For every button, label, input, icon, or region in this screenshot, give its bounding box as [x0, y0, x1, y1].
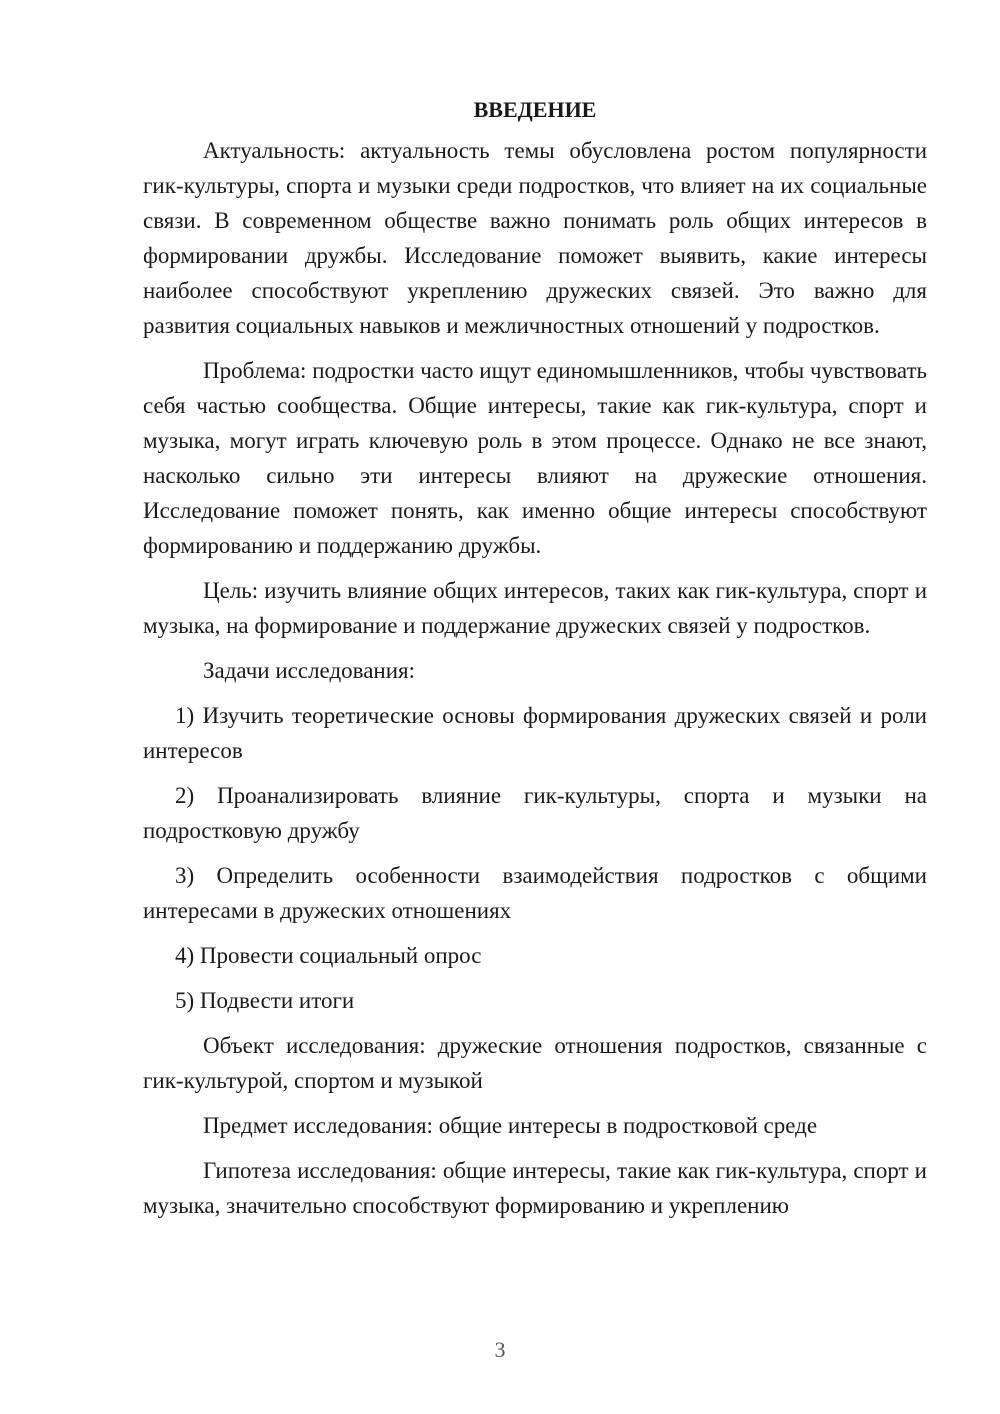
task-item: 1) Изучить теоретические основы формирования дружеских связей и роли интересов [143, 703, 927, 763]
subject-paragraph: Предмет исследования: общие интересы в подростковой среде [203, 1113, 818, 1138]
problem-paragraph: Проблема: подростки часто ищут единомышленников, чтобы чувствовать себя частью сообщества. Общие интересы, такие как гик-культура, спорт и музыка, могут играть ключевую роль в этом процессе. Однако не все знают, насколько сильно эти интересы влияют на дружеские отношения. Исследование поможет понять, как именно общие интересы способствуют формированию и поддержанию дружбы. [143, 358, 927, 558]
relevance-paragraph: Актуальность: актуальность темы обусловлена ростом популярности гик-культуры, спорта и музыки среди подростков, что влияет на их социальные связи. В современном обществе важно понимать роль общих интересов в формировании дружбы. Исследование поможет выявить, какие интересы наиболее способствуют укреплению дружеских связей. Это важно для развития социальных навыков и межличностных отношений у подростков. [143, 138, 927, 338]
object-paragraph: Объект исследования: дружеские отношения подростков, связанные с гик-культурой, спортом и музыкой [143, 1033, 927, 1093]
page-number: 3 [494, 1337, 506, 1362]
hypothesis-paragraph: Гипотеза исследования: общие интересы, такие как гик-культура, спорт и музыка, значительно способствуют формированию и укреплению [143, 1158, 927, 1218]
task-item: 4) Провести социальный опрос [175, 943, 482, 968]
goal-paragraph: Цель: изучить влияние общих интересов, таких как гик-культура, спорт и музыка, на формирование и поддержание дружеских связей у подростков. [143, 578, 927, 638]
task-item: 5) Подвести итоги [175, 988, 355, 1013]
section-title: ВВЕДЕНИЕ [473, 97, 597, 122]
task-item: 2) Проанализировать влияние гик-культуры, спорта и музыки на подростковую дружбу [143, 783, 927, 843]
task-item: 3) Определить особенности взаимодействия подростков с общими интересами в дружеских отношениях [143, 863, 927, 923]
tasks-heading: Задачи исследования: [203, 658, 416, 683]
page-content [143, 92, 927, 1233]
